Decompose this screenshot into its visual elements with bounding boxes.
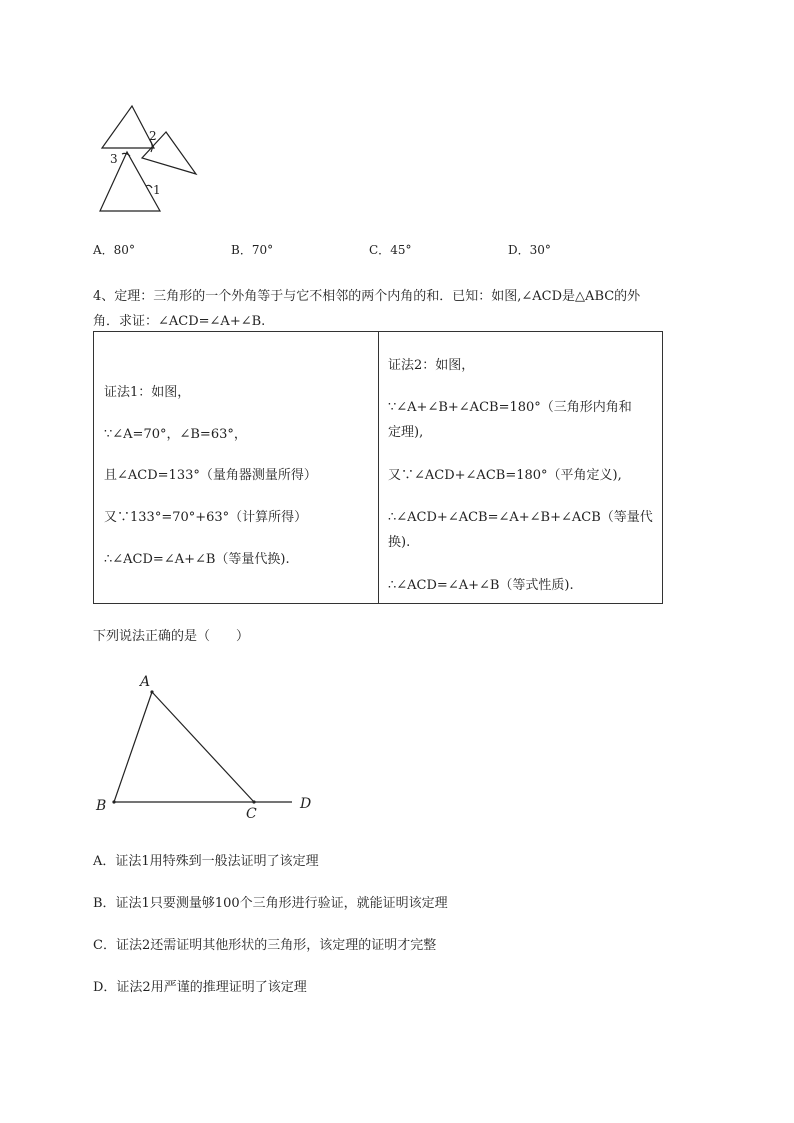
question-4-stem-line1: 4、定理：三角形的一个外角等于与它不相邻的两个内角的和．已知：如图,∠ACD是△ABC的外 (93, 289, 641, 304)
triangle-top (102, 106, 154, 148)
proof-2-cell (388, 332, 660, 603)
label-b: B (96, 798, 107, 814)
label-d: D (300, 796, 312, 812)
option-letter: B． (231, 243, 252, 257)
option-b[interactable] (231, 241, 273, 258)
choice-b[interactable]: B．证法1只要测量够100个三角形进行验证，就能证明该定理 (93, 896, 448, 911)
option-letter: C． (369, 243, 391, 257)
point-a (150, 690, 153, 693)
option-a[interactable] (93, 241, 135, 258)
option-text: 70° (251, 243, 274, 257)
proof-2-line: 证法2：如图， (388, 358, 475, 373)
proof-1-cell (104, 332, 374, 603)
segment-ab (114, 692, 152, 802)
proof-2-line: 换). (388, 535, 411, 550)
option-letter: D． (508, 243, 530, 257)
proof-2-line: ∴∠ACD=∠A+∠B（等式性质). (388, 578, 574, 593)
proof-1-line: 又∵133°=70°+63°（计算所得） (104, 510, 308, 525)
proof-1-line: 证法1：如图， (104, 385, 191, 400)
proof-2-line: ∵∠A+∠B+∠ACB=180°（三角形内角和 (388, 400, 632, 415)
point-c (252, 800, 255, 803)
label-a: A (140, 674, 151, 690)
angle-label-1: 1 (153, 183, 161, 197)
proof-table (93, 331, 663, 604)
proof-2-line: 定理), (388, 425, 424, 440)
option-d[interactable] (508, 241, 551, 258)
point-b (112, 800, 115, 803)
option-letter: A． (93, 243, 114, 257)
option-text: 45° (390, 243, 412, 257)
angle-label-3: 3 (110, 152, 118, 166)
option-c[interactable] (369, 241, 411, 258)
proof-2-line: 又∵∠ACD+∠ACB=180°（平角定义), (388, 468, 622, 483)
triangle-abc-figure (90, 668, 330, 828)
proof-1-line: ∴∠ACD=∠A+∠B（等量代换). (104, 552, 290, 567)
proof-1-line: 且∠ACD=133°（量角器测量所得） (104, 468, 317, 483)
question-4-stem-line2: 角．求证：∠ACD=∠A+∠B. (93, 314, 266, 329)
angle-label-2: 2 (149, 129, 157, 143)
choice-d[interactable]: D．证法2用严谨的推理证明了该定理 (93, 980, 307, 995)
three-triangles-figure (96, 100, 206, 215)
choice-c[interactable]: C．证法2还需证明其他形状的三角形，该定理的证明才完整 (93, 938, 437, 953)
label-c: C (246, 806, 257, 822)
option-text: 80° (113, 243, 135, 257)
choice-a[interactable]: A．证法1用特殊到一般法证明了该定理 (93, 854, 319, 869)
option-text: 30° (529, 243, 551, 257)
proof-2-line: ∴∠ACD+∠ACB=∠A+∠B+∠ACB（等量代 (388, 510, 653, 525)
segment-ac (152, 692, 254, 802)
proof-1-line: ∵∠A=70°，∠B=63°， (104, 427, 247, 442)
question-prompt: 下列说法正确的是（ ） (93, 629, 250, 644)
table-divider (378, 332, 379, 603)
